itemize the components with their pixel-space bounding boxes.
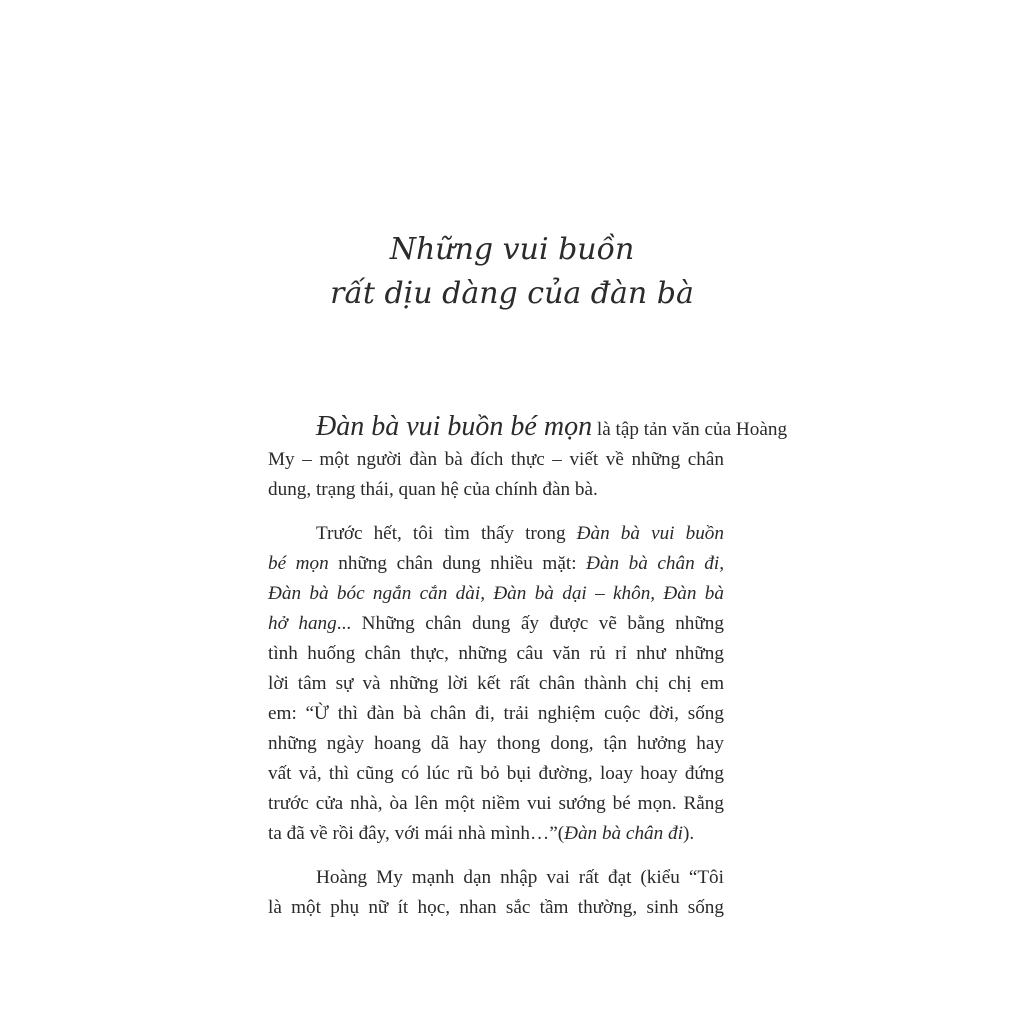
para2-line6: lời tâm sự và những lời kết rất chân thành chị chị em bbox=[268, 673, 724, 694]
para2-line4-b: ... Những chân dung ấy được vẽ bằng những bbox=[336, 613, 724, 634]
para3-line2: là một phụ nữ ít học, nhan sắc tầm thường, sinh sống bbox=[268, 897, 724, 918]
para1-line1 bbox=[268, 411, 788, 445]
para2-line4 bbox=[268, 609, 724, 639]
para2-line11-b: Đàn bà chân đi bbox=[564, 823, 683, 844]
para2-line2-c: Đàn bà chân đi, bbox=[586, 553, 724, 574]
body-text bbox=[268, 411, 788, 923]
para1-line3: dung, trạng thái, quan hệ của chính đàn bà. bbox=[268, 479, 598, 500]
para2-line2-b: những chân dung nhiều mặt: bbox=[328, 553, 587, 574]
para2-line2-a: bé mọn bbox=[268, 553, 329, 574]
para2-line4-a: hở hang bbox=[268, 613, 337, 634]
chapter-title-line-1: Những vui buồn bbox=[389, 232, 635, 267]
para2-line11-a: ta đã về rồi đây, với mái nhà mình…”( bbox=[268, 823, 565, 844]
para1-line1-rest: là tập tản văn của Hoàng bbox=[592, 419, 788, 440]
para2-line3: Đàn bà bóc ngắn cắn dài, Đàn bà dại – khôn, Đàn bà bbox=[268, 583, 724, 604]
chapter-title-line-2: rất dịu dàng của đàn bà bbox=[330, 276, 694, 311]
para2-line11-c: ). bbox=[682, 823, 695, 844]
para2-line1-a: Trước hết, tôi tìm thấy trong bbox=[316, 523, 577, 544]
para2-line2 bbox=[268, 549, 724, 579]
para2-line10: trước cửa nhà, òa lên một niềm vui sướng bé mọn. Rằng bbox=[268, 793, 724, 814]
chapter-title bbox=[262, 228, 762, 316]
book-title-lead: Đàn bà vui buồn bé mọn bbox=[316, 411, 593, 442]
para2-line1-b: Đàn bà vui buồn bbox=[576, 523, 724, 544]
para2-line1 bbox=[268, 519, 724, 549]
para2-line9: vất vả, thì cũng có lúc rũ bỏ bụi đường, loay hoay đứng bbox=[268, 763, 724, 784]
para2-line8: những ngày hoang dã hay thong dong, tận hưởng hay bbox=[268, 733, 724, 754]
para3-line1: Hoàng My mạnh dạn nhập vai rất đạt (kiểu “Tôi bbox=[316, 867, 724, 888]
para2-line7: em: “Ừ thì đàn bà chân đi, trải nghiệm cuộc đời, sống bbox=[268, 703, 724, 724]
para2-line5: tình huống chân thực, những câu văn rủ rỉ như những bbox=[268, 643, 724, 664]
para2-line11 bbox=[268, 819, 724, 849]
para1-line2: My – một người đàn bà đích thực – viết về những chân bbox=[268, 449, 724, 470]
